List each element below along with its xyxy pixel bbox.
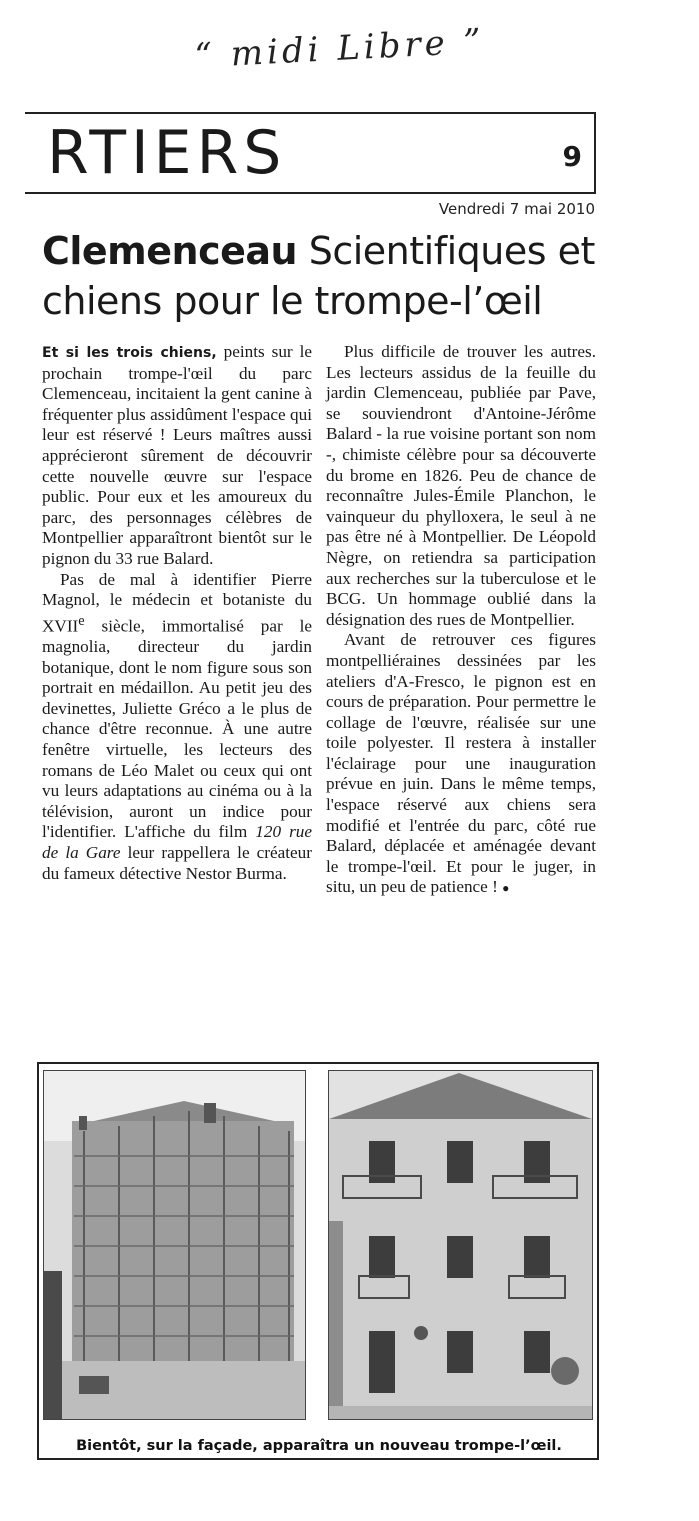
townhouse-facade-image [329, 1071, 592, 1419]
article-paragraph [42, 342, 312, 570]
photo-scaffolded-building [43, 1070, 306, 1420]
paragraph-text: Pas de mal à identifier Pierre Magnol, le médecin et botaniste du XVII [42, 569, 312, 636]
section-header-bar [25, 112, 596, 194]
page-number: 9 [562, 140, 582, 173]
article-column-right [326, 342, 596, 899]
article-headline [42, 226, 602, 326]
headline-kicker: Clemenceau [42, 229, 298, 273]
film-title: 120 rue de la Gare [42, 822, 312, 862]
paragraph-text: Avant de retrouver ces figures montpelliéraines dessinées par les ateliers d'A-Fresco, le pignon est en cours de préparation. Pour permettre le collage de l'œuvre, réalisée sur une toile polyester. Il restera à installer l'éclairage pour une inauguration prévue en juin. Dans le même temps, l'espace réservé aux chiens sera modifié et l'entrée du parc, côté rue Balard, déplacée et aménagée devant le trompe-l'œil. Et pour le juger, in situ, un peu de patience ! [326, 630, 596, 897]
paragraph-text: peints sur le prochain trompe-l'œil du parc Clemenceau, incitaient la gent canine à fréquenter plus assidûment l'espace qui leur est réservé ! Leurs maîtres aussi apprécieront sûrement de découvrir cette nouvelle œuvre sur l'espace public. Pour eux et les amoureux du parc, des personnages célèbres de Montpellier apparaîtront bientôt sur le pignon du 33 rue Balard. [42, 342, 312, 568]
end-mark-icon: ● [502, 881, 510, 896]
section-name: RTIERS [47, 118, 287, 188]
newspaper-masthead: “ midi Libre ” [193, 21, 486, 77]
article-lead: Et si les trois chiens, [42, 345, 217, 361]
scaffolded-building-image [44, 1071, 305, 1419]
century-superscript: e [78, 612, 85, 629]
paragraph-text: siècle, immortalisé par le magnolia, directeur du jardin botanique, dont le nom figure sous son portrait en médaillon. Au petit jeu des devinettes, Juliette Gréco a le plus de chance d'être reconnue. À une autre fenêtre virtuelle, les lecteurs des romans de Léo Malet ou ceux qui ont vu leurs adaptations au cinéma ou à la télévision, auront un indice pour l'identifier. L'affiche du film [42, 616, 312, 842]
photo-caption: Bientôt, sur la façade, apparaîtra un nouveau trompe-l’œil. [76, 1438, 562, 1454]
article-paragraph: Plus difficile de trouver les autres. Les lecteurs assidus de la feuille du jardin Clemenceau, publiée par Pave, se souviendront d'Antoine-Jérôme Balard - la rue voisine portant son nom -, chimiste célèbre pour sa découverte du brome en 1826. Peu de chance de reconnaître Jules-Émile Planchon, le vainqueur du phylloxera, le seul à ne pas être né à Montpellier. De Léopold Nègre, on retiendra sa participation aux recherches sur la tuberculose et le BCG. Un hommage oublié dans la désignation des rues de Montpellier. [326, 342, 596, 629]
photo-block [37, 1062, 599, 1460]
paragraph-text: leur rappellera le créateur du fameux détective Nestor Burma. [42, 842, 312, 883]
article-paragraph [42, 570, 312, 885]
dateline: Vendredi 7 mai 2010 [438, 200, 595, 218]
article-paragraph [326, 630, 596, 899]
article-column-left [42, 342, 312, 884]
photo-townhouse-facade [328, 1070, 593, 1420]
headline-title: Scientifiques et chiens pour le trompe-l’œil [42, 229, 595, 323]
